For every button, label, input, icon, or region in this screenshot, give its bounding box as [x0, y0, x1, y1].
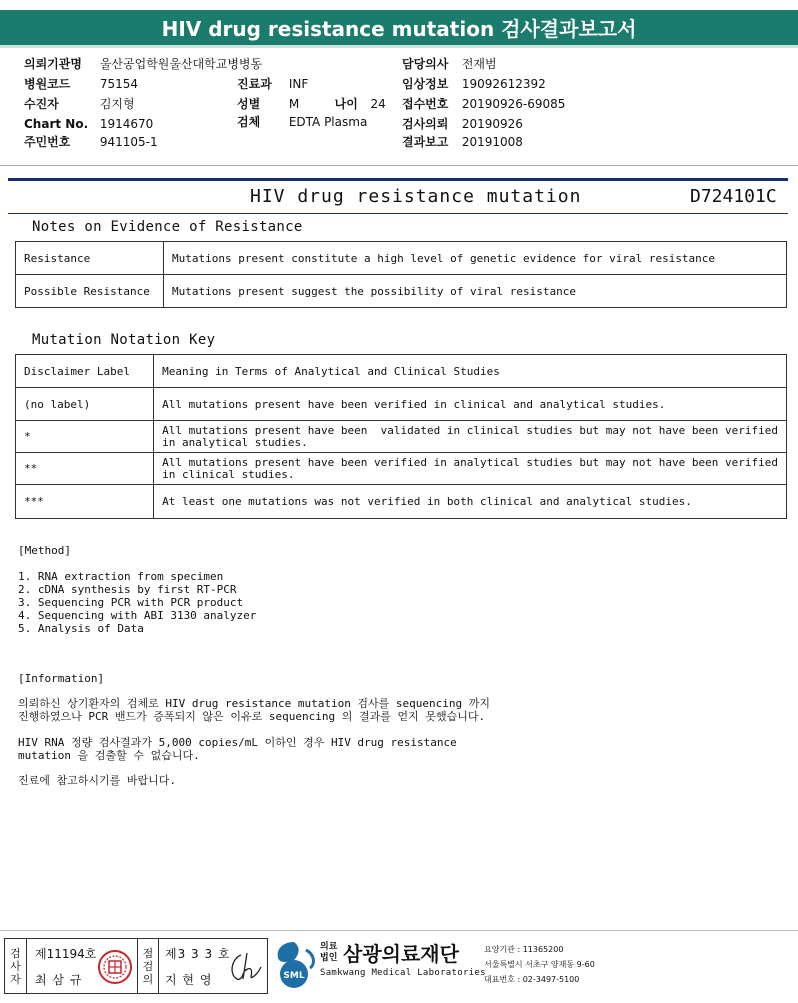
- chart-row: [24, 115, 153, 133]
- notation-label: (no label): [16, 388, 154, 421]
- table-row: [16, 388, 787, 421]
- receipt-label: 접수번호: [402, 97, 449, 111]
- notation-table: [15, 354, 787, 519]
- information-paragraph: 진료에 참고하시기를 바랍니다.: [18, 774, 177, 787]
- table-row: [16, 275, 787, 308]
- evidence-section-title: Notes on Evidence of Resistance: [32, 219, 303, 235]
- notation-header-label: Disclaimer Label: [16, 355, 154, 388]
- doctor-value: 전재범: [461, 57, 497, 71]
- notation-header-text: Meaning in Terms of Analytical and Clinical Studies: [154, 355, 787, 388]
- sex-value: M: [288, 97, 300, 111]
- confirm-name: 지 현 영: [165, 973, 213, 987]
- clinical-label: 임상정보: [402, 77, 449, 91]
- evidence-label: Resistance: [16, 242, 164, 275]
- notation-label: *: [16, 421, 154, 453]
- chart-label: Chart No.: [24, 117, 89, 131]
- report-code: D724101C: [690, 186, 777, 207]
- evidence-table: [15, 241, 787, 308]
- footer: [0, 930, 798, 1003]
- notation-text: At least one mutations was not verified in both clinical and analytical studies.: [154, 485, 787, 519]
- report-date-value: 20191008: [461, 135, 523, 149]
- age-label: 나이: [334, 97, 358, 111]
- notation-text: All mutations present have been validated in clinical studies but may not have been verified in analytical studies.: [154, 421, 787, 453]
- table-row: [16, 421, 787, 453]
- notation-label: ***: [16, 485, 154, 519]
- hospital-code-row: [24, 75, 138, 93]
- method-item: 1. RNA extraction from specimen: [18, 570, 224, 583]
- hospital-code-label: 병원코드: [24, 77, 71, 91]
- evidence-text: Mutations present constitute a high level of genetic evidence for viral resistance: [164, 242, 787, 275]
- signature-icon: [227, 949, 265, 985]
- method-item: 5. Analysis of Data: [18, 622, 144, 635]
- table-row: [16, 242, 787, 275]
- doctor-label: 담당의사: [402, 57, 449, 71]
- rrn-label: 주민번호: [24, 135, 71, 149]
- receipt-row: [402, 95, 565, 113]
- receiver-row: [24, 95, 135, 113]
- report-date-label: 결과보고: [402, 135, 449, 149]
- examiner-number: 제11194호: [35, 947, 97, 961]
- sex-row: [237, 95, 386, 113]
- notation-text: All mutations present have been verified in analytical studies but may not have been verified in clinical studies.: [154, 453, 787, 485]
- request-value: 20190926: [461, 117, 523, 131]
- table-row: [16, 453, 787, 485]
- institution-info: [484, 942, 595, 987]
- confirm-number: 제3 3 3 호: [165, 947, 231, 961]
- evidence-label: Possible Resistance: [16, 275, 164, 308]
- report-header-title: HIV drug resistance mutation 검사결과보고서: [0, 10, 798, 48]
- institution-address: 서울특별시 서초구 양재동 9-60: [484, 960, 595, 969]
- divider-thick: [8, 178, 788, 181]
- request-row: [402, 115, 523, 133]
- specimen-label: 검체: [237, 115, 261, 129]
- patient-info: [0, 52, 798, 164]
- institution-label: 의뢰기관명: [24, 57, 82, 71]
- dept-row: [237, 75, 308, 93]
- specimen-row: [237, 113, 367, 131]
- confirm-label: 점검의: [137, 939, 159, 993]
- table-header-row: [16, 355, 787, 388]
- information-paragraph: 의뢰하신 상기환자의 검체로 HIV drug resistance mutation 검사를 sequencing 까지 진행하였으나 PCR 밴드가 증폭되지 않은 이유로 sequencing 의 결과를 얻지 못했습니다.: [18, 697, 491, 723]
- table-row: [16, 485, 787, 519]
- footer-divider: [0, 930, 798, 931]
- institution-code: 요양기관 : 11365200: [484, 945, 564, 954]
- method-title: [Method]: [18, 544, 71, 557]
- doctor-row: [402, 55, 497, 73]
- request-label: 검사의뢰: [402, 117, 449, 131]
- institution-english-name: Samkwang Medical Laboratories: [320, 968, 486, 978]
- sex-label: 성별: [237, 97, 261, 111]
- hospital-code-value: 75154: [99, 77, 139, 91]
- dept-label: 진료과: [237, 77, 272, 91]
- institution-type: 의료법인: [320, 942, 338, 963]
- information-title: [Information]: [18, 672, 105, 685]
- institution-value: 울산공업학원울산대학교병병동: [99, 57, 263, 71]
- examiner-label: 검사자: [5, 939, 27, 993]
- report-row: [402, 133, 523, 151]
- clinical-row: [402, 75, 546, 93]
- institution-phone: 대표번호 : 02-3497-5100: [484, 975, 580, 984]
- rrn-value: 941105-1: [99, 135, 158, 149]
- notation-text: All mutations present have been verified in clinical and analytical studies.: [154, 388, 787, 421]
- specimen-value: EDTA Plasma: [288, 115, 368, 129]
- dept-value: INF: [288, 77, 309, 91]
- examiner-seal-icon: [97, 949, 133, 985]
- method-item: 3. Sequencing PCR with PCR product: [18, 596, 244, 609]
- rrn-row: [24, 133, 158, 151]
- institution-row: [24, 55, 262, 73]
- clinical-value: 19092612392: [461, 77, 546, 91]
- notation-section-title: Mutation Notation Key: [32, 332, 216, 348]
- receipt-value: 20190926-69085: [461, 97, 566, 111]
- logo-text: SML: [283, 971, 305, 981]
- divider-thin: [8, 213, 788, 214]
- report-title: HIV drug resistance mutation: [250, 186, 582, 207]
- sml-logo-icon: [272, 940, 320, 990]
- method-item: 2. cDNA synthesis by first RT-PCR: [18, 583, 237, 596]
- institution-name: 삼광의료재단: [343, 942, 459, 966]
- receiver-label: 수진자: [24, 97, 59, 111]
- signature-box: [4, 938, 268, 994]
- notation-label: **: [16, 453, 154, 485]
- evidence-text: Mutations present suggest the possibility of viral resistance: [164, 275, 787, 308]
- information-paragraph: HIV RNA 정량 검사결과가 5,000 copies/mL 이하인 경우 HIV drug resistance mutation 을 검출할 수 없습니다.: [18, 736, 457, 762]
- examiner-name: 최 삼 규: [35, 973, 83, 987]
- chart-value: 1914670: [99, 117, 154, 131]
- receiver-value: 김지형: [99, 97, 135, 111]
- divider: [0, 165, 798, 166]
- method-item: 4. Sequencing with ABI 3130 analyzer: [18, 609, 257, 622]
- age-value: 24: [370, 97, 386, 111]
